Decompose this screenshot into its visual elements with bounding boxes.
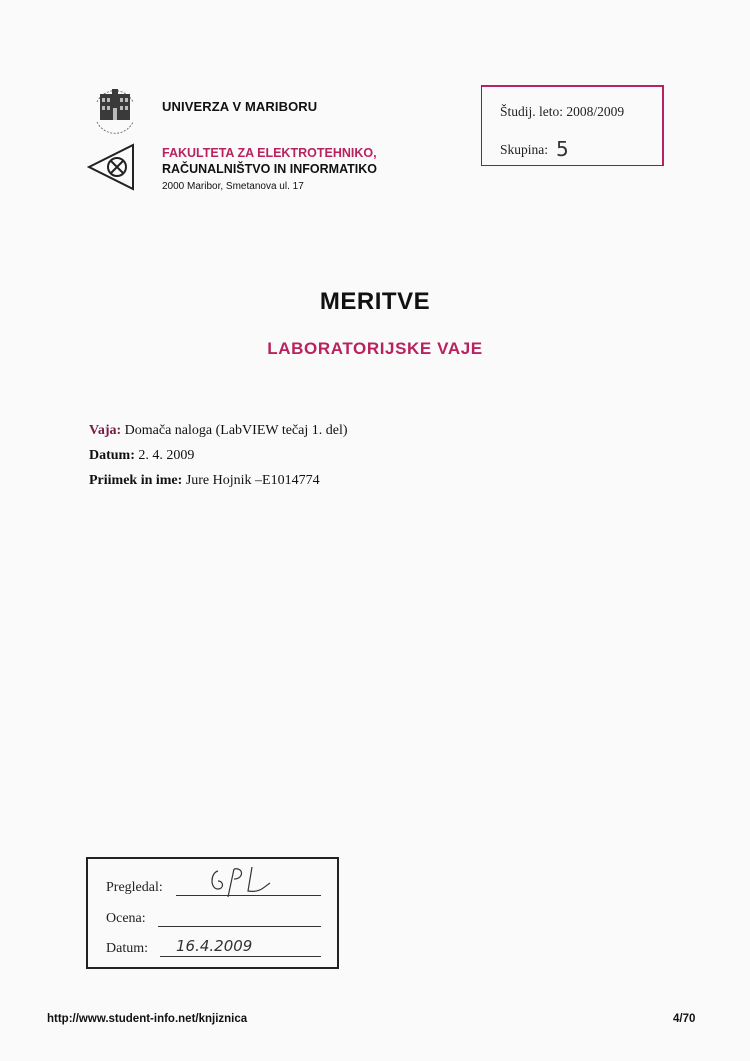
vaja-value: Domača naloga (LabVIEW tečaj 1. del) bbox=[124, 423, 348, 438]
detail-name bbox=[89, 473, 320, 489]
footer-url: http://www.student-info.net/knjiznica bbox=[47, 1013, 248, 1025]
review-date-line bbox=[160, 956, 321, 957]
faculty-address: 2000 Maribor, Smetanova ul. 17 bbox=[162, 181, 304, 192]
study-info-box bbox=[481, 85, 664, 166]
group-value: 5 bbox=[556, 137, 569, 161]
grade-line bbox=[158, 926, 321, 927]
faculty-name-line1: FAKULTETA ZA ELEKTROTEHNIKO, bbox=[162, 146, 377, 160]
name-label: Priimek in ime: bbox=[89, 473, 183, 488]
review-date-label: Datum: bbox=[106, 941, 148, 956]
university-name: UNIVERZA V MARIBORU bbox=[162, 99, 318, 114]
vaja-label: Vaja: bbox=[89, 423, 122, 438]
university-seal-icon bbox=[87, 80, 143, 136]
document-subtitle: LABORATORIJSKE VAJE bbox=[267, 339, 483, 358]
review-date-value: 16.4.2009 bbox=[176, 937, 253, 955]
name-value: Jure Hojnik –E1014774 bbox=[185, 473, 320, 488]
study-year: Študij. leto: 2008/2009 bbox=[500, 104, 625, 119]
handwritten-signature-icon bbox=[200, 863, 310, 899]
faculty-name-line2: RAČUNALNIŠTVO IN INFORMATIKO bbox=[162, 162, 378, 176]
document-title: MERITVE bbox=[319, 288, 431, 315]
datum-label: Datum: bbox=[89, 448, 135, 463]
review-box bbox=[86, 857, 339, 969]
detail-datum bbox=[89, 448, 194, 464]
grade-label: Ocena: bbox=[106, 911, 146, 926]
detail-vaja bbox=[89, 423, 348, 439]
faculty-logo-icon bbox=[87, 143, 135, 191]
study-group bbox=[500, 135, 569, 159]
reviewed-by-label: Pregledal: bbox=[106, 880, 163, 895]
page-number: 4/70 bbox=[673, 1013, 696, 1025]
datum-value: 2. 4. 2009 bbox=[138, 448, 195, 463]
group-label: Skupina: bbox=[500, 142, 549, 157]
